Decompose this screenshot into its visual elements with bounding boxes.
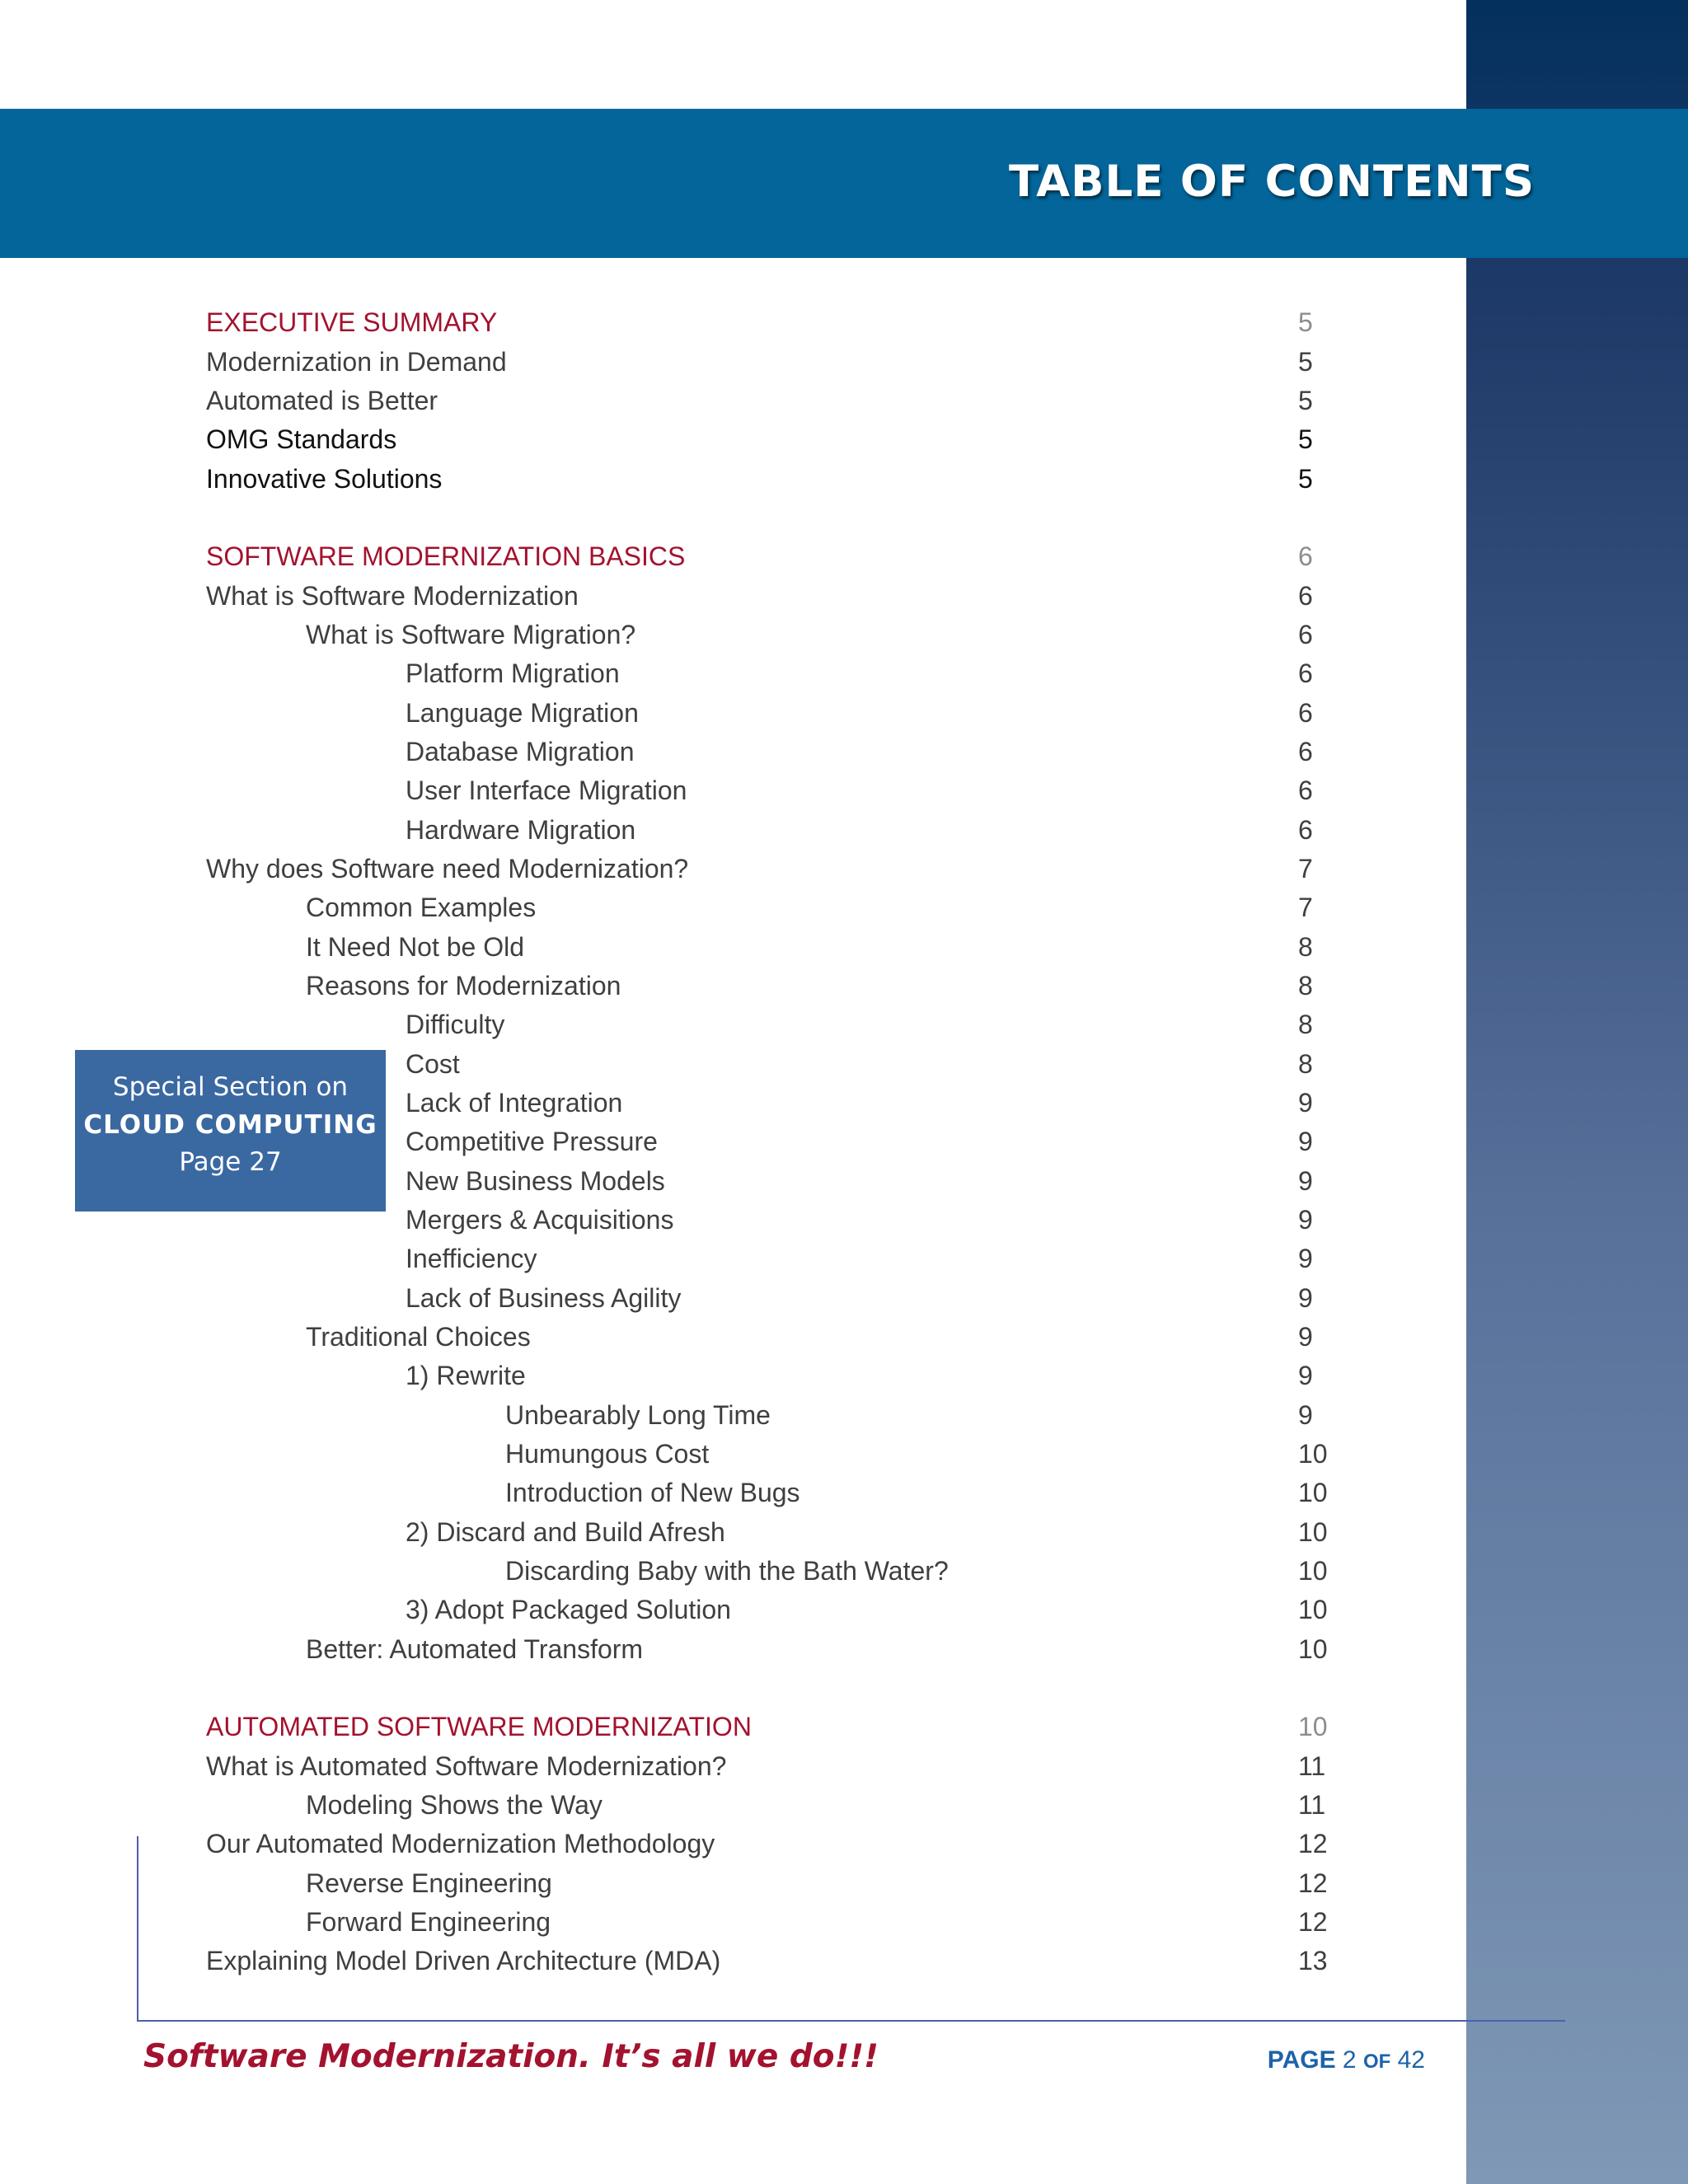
toc-entry-title: Cost — [406, 1049, 460, 1079]
toc-entry-title: Hardware Migration — [406, 815, 636, 845]
toc-entry[interactable] — [0, 460, 1401, 499]
toc-entry-page: 7 — [1298, 854, 1313, 883]
toc-entry-title: New Business Models — [406, 1166, 665, 1196]
toc-entry-page: 5 — [1298, 464, 1313, 494]
toc-entry[interactable] — [0, 771, 1401, 810]
toc-entry[interactable] — [0, 1474, 1401, 1512]
toc-entry-title: What is Software Modernization — [206, 581, 579, 611]
toc-entry-page: 10 — [1298, 1712, 1328, 1741]
toc-entry-title: Automated is Better — [206, 386, 438, 415]
toc-entry-title: 2) Discard and Build Afresh — [406, 1517, 725, 1547]
toc-entry-title: Introduction of New Bugs — [505, 1478, 800, 1507]
special-section-line2: CLOUD COMPUTING — [83, 1110, 377, 1140]
toc-entry-title: Our Automated Modernization Methodology — [206, 1829, 715, 1858]
toc-entry[interactable] — [0, 811, 1401, 850]
footer-vertical-rule — [137, 1836, 138, 2022]
toc-entry-page: 6 — [1298, 776, 1313, 805]
toc-entry-page: 5 — [1298, 424, 1313, 454]
toc-entry[interactable] — [0, 1630, 1401, 1669]
toc-entry[interactable] — [0, 1279, 1401, 1318]
toc-entry-title: 1) Rewrite — [406, 1361, 526, 1390]
toc-entry-title: Why does Software need Modernization? — [206, 854, 689, 883]
toc-entry-page: 10 — [1298, 1439, 1328, 1469]
toc-entry-title: Competitive Pressure — [406, 1127, 658, 1156]
footer-tagline: Software Modernization. It’s all we do!!! — [143, 2038, 879, 2075]
page-word: PAGE — [1267, 2046, 1336, 2074]
special-section-callout[interactable] — [75, 1050, 386, 1212]
toc-entry[interactable] — [0, 850, 1401, 888]
toc-entry[interactable] — [0, 888, 1401, 927]
toc-entry-page: 8 — [1298, 1049, 1313, 1079]
toc-entry[interactable] — [0, 733, 1401, 771]
toc-entry[interactable] — [0, 1903, 1401, 1942]
special-section-line1: Special Section on — [112, 1072, 349, 1102]
toc-entry-page: 10 — [1298, 1478, 1328, 1507]
toc-entry-page: 9 — [1298, 1166, 1313, 1196]
toc-entry[interactable] — [0, 1552, 1401, 1591]
page-total: 42 — [1397, 2046, 1425, 2074]
page-of: OF — [1362, 2050, 1391, 2073]
toc-entry-page: 6 — [1298, 581, 1313, 611]
toc-entry[interactable] — [0, 1318, 1401, 1357]
toc-entry[interactable] — [0, 928, 1401, 967]
toc-entry-page: 10 — [1298, 1556, 1328, 1586]
toc-entry-title: Unbearably Long Time — [505, 1400, 771, 1430]
toc-entry-page: 8 — [1298, 932, 1313, 962]
toc-entry[interactable] — [0, 1942, 1401, 1980]
toc-entry-page: 9 — [1298, 1205, 1313, 1235]
toc-entry-title: AUTOMATED SOFTWARE MODERNIZATION — [206, 1712, 752, 1741]
toc-heading[interactable] — [0, 537, 1401, 576]
toc-entry-title: It Need Not be Old — [306, 932, 525, 962]
toc-entry[interactable] — [0, 1591, 1401, 1629]
toc-entry-title: Language Migration — [406, 698, 639, 728]
toc-entry[interactable] — [0, 382, 1401, 420]
toc-entry[interactable] — [0, 654, 1401, 693]
toc-entry-title: Modernization in Demand — [206, 347, 507, 377]
toc-entry-page: 8 — [1298, 1010, 1313, 1039]
toc-entry-page: 12 — [1298, 1868, 1328, 1898]
toc-entry-title: 3) Adopt Packaged Solution — [406, 1595, 731, 1624]
right-decorative-bar — [1466, 0, 1688, 2184]
toc-entry-page: 12 — [1298, 1829, 1328, 1858]
toc-entry-page: 5 — [1298, 307, 1313, 337]
toc-entry[interactable] — [0, 1396, 1401, 1435]
toc-entry-page: 6 — [1298, 541, 1313, 571]
toc-entry-title: Lack of Business Agility — [406, 1283, 682, 1313]
toc-entry-title: What is Automated Software Modernization? — [206, 1751, 727, 1781]
toc-entry[interactable] — [0, 1005, 1401, 1044]
toc-entry-page: 10 — [1298, 1634, 1328, 1664]
toc-entry-page: 6 — [1298, 698, 1313, 728]
toc-entry-page: 8 — [1298, 971, 1313, 1001]
toc-entry-page: 9 — [1298, 1322, 1313, 1352]
toc-entry-title: What is Software Migration? — [306, 620, 636, 649]
page-title: TABLE OF CONTENTS — [1009, 157, 1535, 207]
toc-entry-title: Humungous Cost — [505, 1439, 710, 1469]
toc-entry-title: Reasons for Modernization — [306, 971, 621, 1001]
toc-entry-page: 9 — [1298, 1127, 1313, 1156]
toc-entry[interactable] — [0, 1513, 1401, 1552]
toc-entry-title: Explaining Model Driven Architecture (MDA) — [206, 1946, 721, 1975]
toc-entry-page: 12 — [1298, 1907, 1328, 1937]
toc-entry[interactable] — [0, 1825, 1401, 1863]
toc-entry-page: 9 — [1298, 1088, 1313, 1118]
toc-entry-page: 11 — [1298, 1751, 1326, 1781]
toc-entry-title: Common Examples — [306, 893, 537, 922]
toc-heading[interactable] — [0, 1708, 1401, 1746]
toc-entry-title: Reverse Engineering — [306, 1868, 552, 1898]
toc-entry-title: Database Migration — [406, 737, 635, 766]
special-section-line3: Page 27 — [179, 1147, 282, 1177]
toc-entry-page: 9 — [1298, 1361, 1313, 1390]
toc-entry-title: SOFTWARE MODERNIZATION BASICS — [206, 541, 686, 571]
toc-entry[interactable] — [0, 1357, 1401, 1395]
toc-entry[interactable] — [0, 343, 1401, 382]
toc-entry-title: Mergers & Acquisitions — [406, 1205, 674, 1235]
toc-entry-title: Lack of Integration — [406, 1088, 623, 1118]
toc-entry-title: Modeling Shows the Way — [306, 1790, 603, 1820]
toc-heading[interactable] — [0, 303, 1401, 342]
toc-entry-page: 5 — [1298, 347, 1313, 377]
toc-entry[interactable] — [0, 577, 1401, 616]
toc-entry-title: Inefficiency — [406, 1244, 537, 1273]
toc-entry[interactable] — [0, 1864, 1401, 1903]
toc-entry-title: Better: Automated Transform — [306, 1634, 644, 1664]
toc-entry-title: Difficulty — [406, 1010, 505, 1039]
page-current: 2 — [1342, 2046, 1357, 2074]
toc-entry[interactable] — [0, 1435, 1401, 1474]
toc-entry-page: 10 — [1298, 1595, 1328, 1624]
toc-entry-page: 7 — [1298, 893, 1313, 922]
toc-entry-page: 5 — [1298, 386, 1313, 415]
toc-entry[interactable] — [0, 694, 1401, 733]
toc-entry[interactable] — [0, 967, 1401, 1005]
toc-entry[interactable] — [0, 1240, 1401, 1278]
toc-entry-page: 11 — [1298, 1790, 1326, 1820]
toc-entry-page: 9 — [1298, 1400, 1313, 1430]
toc-entry-title: Forward Engineering — [306, 1907, 551, 1937]
toc-entry-title: Platform Migration — [406, 658, 620, 688]
toc-entry-page: 6 — [1298, 620, 1313, 649]
toc-entry-title: User Interface Migration — [406, 776, 687, 805]
toc-entry[interactable] — [0, 1747, 1401, 1786]
toc-entry-title: Innovative Solutions — [206, 464, 443, 494]
toc-entry-page: 10 — [1298, 1517, 1328, 1547]
toc-entry[interactable] — [0, 1786, 1401, 1825]
toc-entry[interactable] — [0, 616, 1401, 654]
toc-entry-page: 13 — [1298, 1946, 1328, 1975]
toc-entry-title: OMG Standards — [206, 424, 397, 454]
toc-entry-page: 6 — [1298, 658, 1313, 688]
toc-entry[interactable] — [0, 420, 1401, 459]
toc-entry-page: 6 — [1298, 737, 1313, 766]
toc-entry-page: 6 — [1298, 815, 1313, 845]
footer-horizontal-rule — [137, 2020, 1565, 2022]
toc-entry-page: 9 — [1298, 1283, 1313, 1313]
toc-entry-title: Traditional Choices — [306, 1322, 531, 1352]
page-number — [1268, 2046, 1425, 2074]
toc-entry-page: 9 — [1298, 1244, 1313, 1273]
toc-entry-title: EXECUTIVE SUMMARY — [206, 307, 498, 337]
toc-entry-title: Discarding Baby with the Bath Water? — [505, 1556, 949, 1586]
